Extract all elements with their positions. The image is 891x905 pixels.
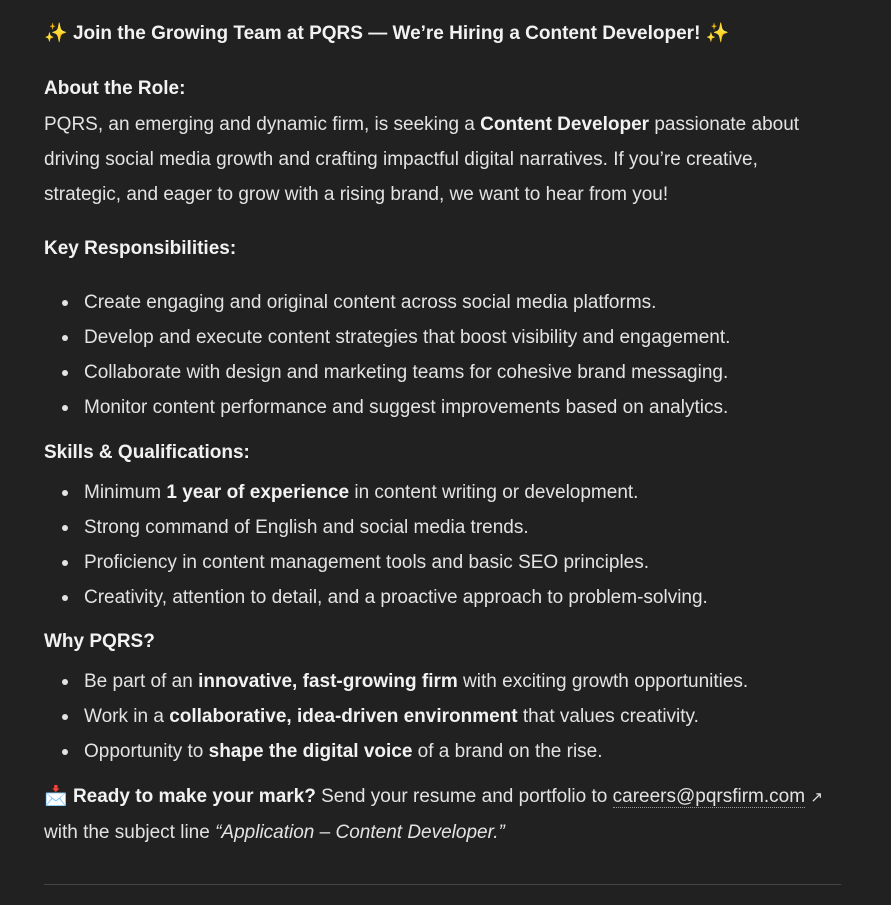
sparkles-icon: ✨ [44,23,68,44]
list-item: Proficiency in content management tools and basic SEO principles. [44,545,708,580]
list-item: Opportunity to shape the digital voice of a brand on the rise. [44,734,748,769]
about-paragraph: PQRS, an emerging and dynamic firm, is seeking a Content Developer passionate about driving social media growth and crafting impactful digital narratives. If you’re creative, strategic, and eager to grow with a rising brand, we want to hear from you! [44,114,800,205]
why-list [44,664,748,769]
email-link[interactable]: careers@pqrsfirm.com [612,786,806,807]
list-item: Develop and execute content strategies that boost visibility and engagement. [44,320,730,355]
list-item: Strong command of English and social media trends. [44,510,708,545]
subject-line: “Application – Content Developer.” [215,822,505,843]
list-item: Be part of an innovative, fast-growing firm with exciting growth opportunities. [44,664,748,699]
skills-list [44,475,708,615]
external-link-icon[interactable]: ↗ [810,789,823,806]
list-item: Collaborate with design and marketing teams for cohesive brand messaging. [44,355,730,390]
responsibilities-heading: Key Responsibilities: [44,238,237,259]
cta-heading: Ready to make your mark? [72,786,316,807]
divider [44,884,841,885]
list-item: Creativity, attention to detail, and a proactive approach to problem-solving. [44,580,708,615]
role-name: Content Developer [480,114,650,135]
about-heading: About the Role: [44,78,186,99]
sparkles-icon: ✨ [705,23,730,44]
list-item: Minimum 1 year of experience in content writing or development. [44,475,708,510]
responsibilities-list [44,285,730,425]
envelope-icon: 📩 [44,786,68,807]
list-item: Work in a collaborative, idea-driven environment that values creativity. [44,699,748,734]
list-item: Create engaging and original content across social media platforms. [44,285,730,320]
call-to-action: 📩 Ready to make your mark? Send your resume and portfolio to careers@pqrsfirm.com ↗ with the subject line “Application – Content Developer.” [44,786,823,843]
list-item: Monitor content performance and suggest improvements based on analytics. [44,390,730,425]
skills-heading: Skills & Qualifications: [44,442,250,463]
why-heading: Why PQRS? [44,631,155,652]
post-title-text: Join the Growing Team at PQRS — We’re Hiring a Content Developer! [72,23,701,44]
post-title [44,20,729,48]
